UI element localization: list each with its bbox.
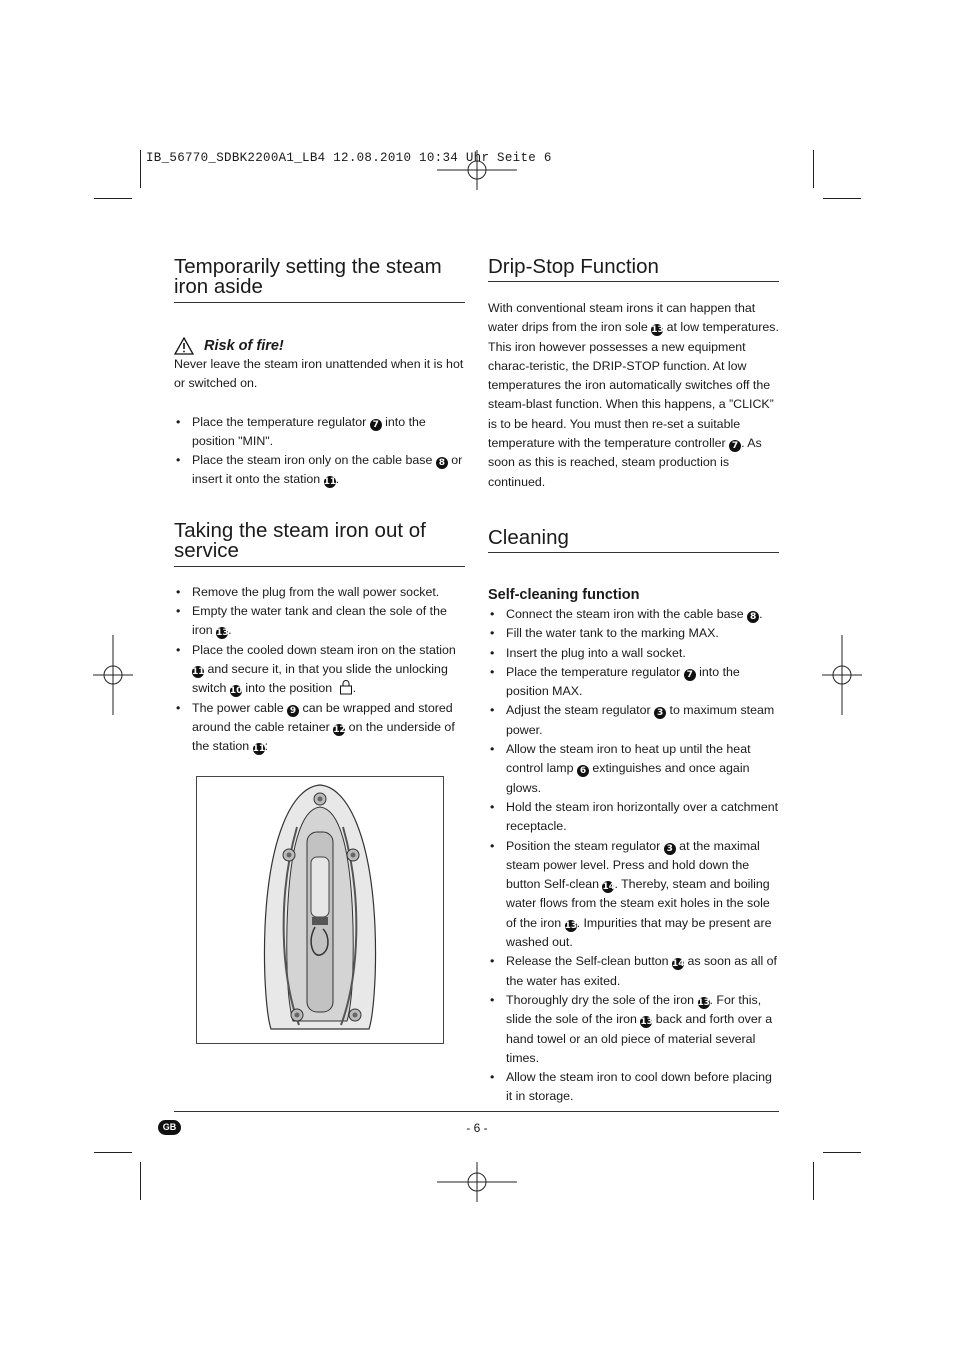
registration-mark-right-icon	[822, 635, 862, 715]
list-item: • Allow the steam iron to heat up until the heat control lamp 6 extinguishes and once again glows.	[488, 740, 779, 798]
registration-mark-top-icon	[437, 150, 517, 190]
section-heading-rule	[174, 257, 465, 303]
list-item: • Fill the water tank to the marking MAX.	[488, 624, 779, 643]
list-item: • Insert the plug into a wall socket.	[488, 644, 779, 663]
list-item: • Place the temperature regulator 7 into the position "MIN".	[174, 413, 465, 452]
warning-triangle-icon	[174, 337, 194, 355]
list-item: • Remove the plug from the wall power socket.	[174, 583, 465, 602]
page-number: - 6 -	[466, 1121, 488, 1135]
section-heading-rule	[488, 525, 779, 553]
set-aside-list	[174, 413, 465, 490]
list-item: • Allow the steam iron to cool down before placing it in storage.	[488, 1068, 779, 1107]
list-item: • Position the steam regulator 3 at the maximal steam power level. Press and hold down the button Self-clean 14. Thereby, steam and boiling water flows from the steam exit holes in the sole of the iron 13. Impurities that may be present are washed out.	[488, 837, 779, 953]
section-heading-rule	[488, 257, 779, 282]
list-item: • Hold the steam iron horizontally over a catchment receptacle.	[488, 798, 779, 837]
list-item: • Adjust the steam regulator 3 to maximum steam power.	[488, 701, 779, 740]
cleaning-list	[488, 605, 779, 1107]
list-item: • Thoroughly dry the sole of the iron 13. For this, slide the sole of the iron 13 back and forth over a hand towel or an old piece of material several times.	[488, 991, 779, 1068]
subsection-title: Self-cleaning function	[488, 586, 640, 603]
registration-mark-bottom-icon	[437, 1162, 517, 1202]
list-item: • Place the cooled down steam iron on the station 11 and secure it, in that you slide the unlocking switch 10 into the position .	[174, 641, 465, 699]
section-heading-rule	[174, 518, 465, 567]
lock-icon	[339, 679, 353, 695]
language-badge: GB	[158, 1120, 181, 1135]
warning-title: Risk of fire!	[204, 338, 284, 354]
out-of-service-list	[174, 583, 465, 757]
left-column	[174, 257, 465, 756]
registration-mark-left-icon	[93, 635, 133, 715]
list-item: • Connect the steam iron with the cable base 8 .	[488, 605, 779, 624]
section-title-out-of-service: Taking the steam iron out of service	[174, 518, 426, 562]
iron-station-drawing	[197, 777, 443, 1043]
section-title-drip-stop: Drip-Stop Function	[488, 255, 659, 278]
list-item: • Empty the water tank and clean the sole of the iron 13.	[174, 602, 465, 641]
footer-rule	[174, 1111, 779, 1112]
warning-header	[174, 337, 465, 355]
list-item: • Place the steam iron only on the cable base 8 or insert it onto the station 11.	[174, 451, 465, 490]
station-underside-illustration	[196, 776, 444, 1044]
drip-stop-paragraph: With conventional steam irons it can happen that water drips from the iron sole 13 at low temperatures. This iron however possesses a new equipment charac-teristic, the DRIP-STOP function. At low temperatures the iron automatically switches off the steam-blast function. When this happens, a ”CLICK” is to be heard. You must then re-set a suitable temperature with the temperature controller 7 . As soon as this is reached, steam production is continued.	[488, 301, 779, 489]
section-title-set-aside: Temporarily setting the steam iron aside	[174, 255, 442, 298]
section-title-cleaning: Cleaning	[488, 525, 569, 549]
list-item: • The power cable 9 can be wrapped and stored around the cable retainer 12 on the underside of the station 11:	[174, 699, 465, 757]
list-item: • Place the temperature regulator 7 into the position MAX.	[488, 663, 779, 702]
right-column	[488, 257, 779, 1107]
warning-text: Never leave the steam iron unattended when it is hot or switched on.	[174, 357, 464, 391]
print-header: IB_56770_SDBK2200A1_LB4 12.08.2010 10:34 Uhr Seite 6	[146, 151, 552, 165]
list-item: • Release the Self-clean button 14 as soon as all of the water has exited.	[488, 952, 779, 991]
